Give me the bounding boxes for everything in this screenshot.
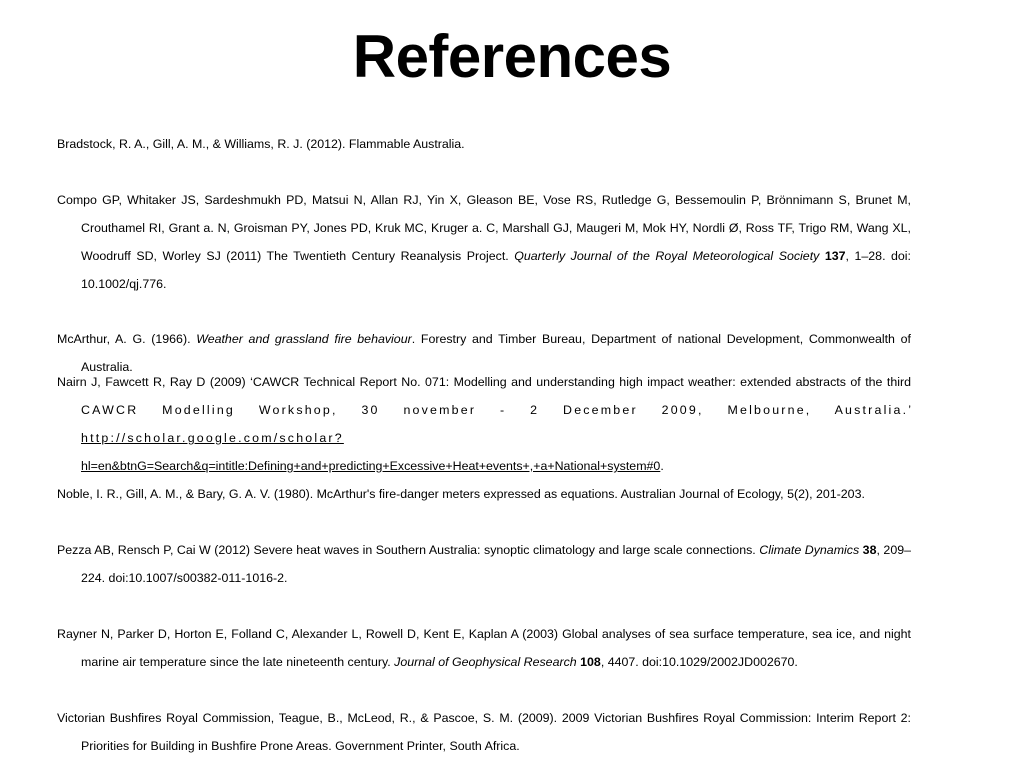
reference-text: Noble, I. R., Gill, A. M., & Bary, G. A. V. (1980). McArthur's fire-danger meters expressed as equations. Australian Journal of Ecology, 5(2), 201-203. — [57, 487, 865, 501]
reference-link[interactable] — [81, 431, 660, 473]
reference-link-rest: hl=en&btnG=Search&q=intitle:Defining+and+predicting+Excessive+Heat+events+,+a+National+system#0 — [81, 459, 661, 473]
reference-text: Pezza AB, Rensch P, Cai W (2012) Severe heat waves in Southern Australia: synoptic climatology and large scale connections. — [57, 543, 760, 557]
reference-text: Nairn J, Fawcett R, Ray D (2009) ‘CAWCR Technical Report No. 071: Modelling and understanding high impact weather: extended abstracts of the third — [57, 375, 911, 389]
reference-text: . Forestry and Timber Bureau, Department of national Development, Commonwealth of Australia. — [81, 332, 911, 374]
reference-journal: Quarterly Journal of the Royal Meteorological Society — [514, 249, 820, 263]
reference-text: , 209–224. doi:10.1007/s00382-011-1016-2. — [81, 543, 911, 585]
reference-victorian — [57, 704, 911, 760]
reference-volume: 38 — [862, 543, 877, 557]
page-title: References — [352, 23, 672, 90]
reference-pezza — [57, 536, 911, 592]
reference-volume: 108 — [580, 655, 601, 669]
reference-compo — [57, 186, 911, 298]
reference-title: Weather and grassland fire behaviour — [196, 332, 412, 346]
reference-text: , 1–28. doi: 10.1002/qj.776. — [81, 249, 911, 291]
reference-text: Rayner N, Parker D, Horton E, Folland C, Alexander L, Rowell D, Kent E, Kaplan A (2003) Global analyses of sea surface temperature, sea ice, and night marine air temperature since the late nineteenth century. — [57, 627, 911, 669]
reference-text: Bradstock, R. A., Gill, A. M., & Williams, R. J. (2012). Flammable Australia. — [57, 137, 465, 151]
reference-link-start: http://scholar.google.com/scholar? — [81, 431, 344, 445]
reference-text: , 4407. doi:10.1029/2002JD002670. — [600, 655, 798, 669]
reference-rayner — [57, 620, 911, 676]
reference-nairn — [57, 368, 911, 480]
reference-journal: Climate Dynamics — [759, 543, 860, 557]
reference-noble — [57, 480, 911, 508]
reference-text: McArthur, A. G. (1966). — [57, 332, 197, 346]
reference-text: . — [660, 459, 664, 473]
reference-text: Victorian Bushfires Royal Commission, Teague, B., McLeod, R., & Pascoe, S. M. (2009). 2009 Victorian Bushfires Royal Commission: Interim Report 2: Priorities for Building in Bushfire Prone Areas. Government Printer, South Africa. — [57, 711, 911, 753]
reference-volume: 137 — [824, 249, 846, 263]
reference-journal: Journal of Geophysical Research — [394, 655, 577, 669]
reference-text: Compo GP, Whitaker JS, Sardeshmukh PD, Matsui N, Allan RJ, Yin X, Gleason BE, Vose RS, Rutledge G, Bessemoulin P, Brönnimann S, Brunet M, Crouthamel RI, Grant a. N, Groisman PY, Jones PD, Kruk MC, Kruger a. C, Marshall GJ, Maugeri M, Mok HY, Nordli Ø, Ross TF, Trigo RM, Wang XL, Woodruff SD, Worley SJ (2011) The Twentieth Century Reanalysis Project. — [57, 193, 911, 263]
reference-bradstock — [57, 130, 911, 158]
reference-text: CAWCR Modelling Workshop, 30 november - 2 December 2009, Melbourne, Australia.’ — [81, 403, 911, 417]
